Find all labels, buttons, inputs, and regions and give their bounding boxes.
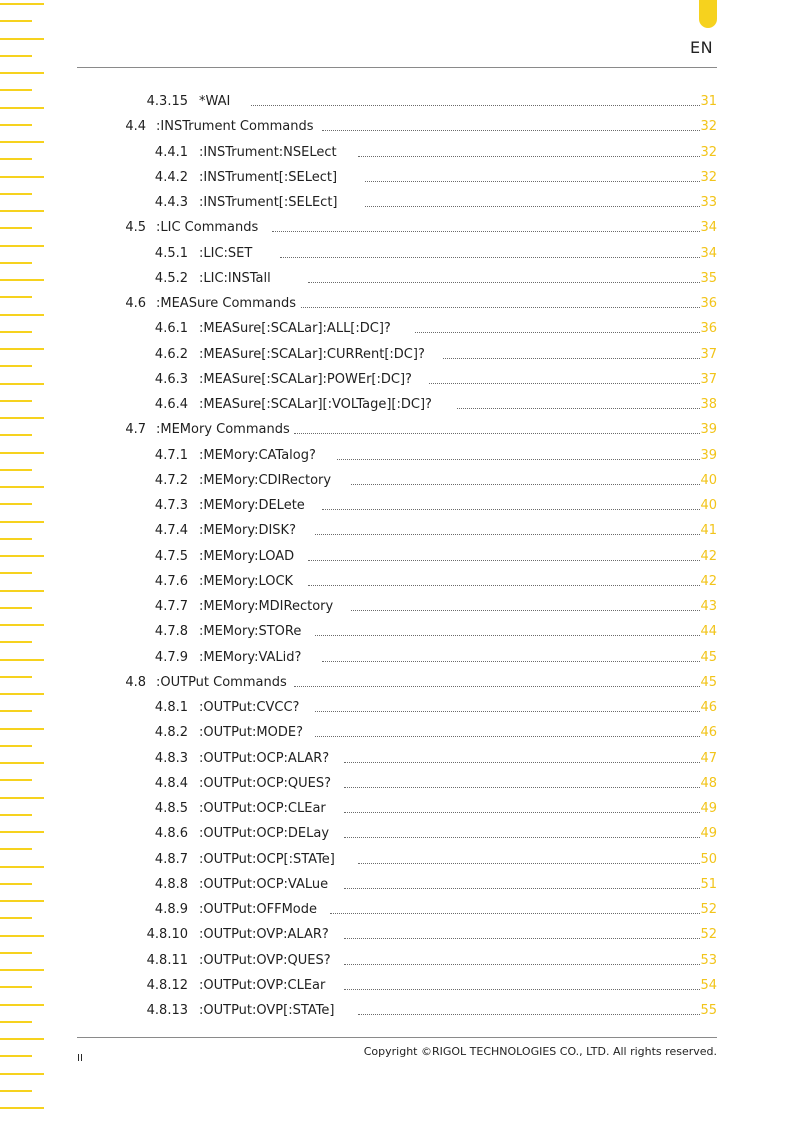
toc-dot-leader xyxy=(308,282,700,283)
ruler-tick xyxy=(0,745,32,747)
toc-dot-leader xyxy=(308,585,700,586)
toc-entry-page: 49 xyxy=(700,801,717,816)
toc-entry-number: 4.6.4 xyxy=(154,397,188,412)
toc-dot-leader xyxy=(344,762,700,763)
toc-dot-leader xyxy=(330,913,700,914)
toc-entry[interactable] xyxy=(0,901,793,919)
toc-entry-number: 4.7.4 xyxy=(154,523,188,538)
toc-entry-page: 46 xyxy=(700,700,717,715)
toc-entry-page: 37 xyxy=(700,372,717,387)
ruler-tick xyxy=(0,141,44,143)
toc-entry[interactable] xyxy=(0,144,793,162)
toc-entry-page: 40 xyxy=(700,498,717,513)
toc-entry[interactable] xyxy=(0,522,793,540)
toc-dot-leader xyxy=(358,863,700,864)
toc-entry-number: 4.8.13 xyxy=(146,1003,188,1018)
toc-entry[interactable] xyxy=(0,699,793,717)
toc-entry[interactable] xyxy=(0,649,793,667)
toc-dot-leader xyxy=(322,661,700,662)
ruler-tick xyxy=(0,89,32,91)
toc-entry[interactable] xyxy=(0,346,793,364)
ruler-tick xyxy=(0,641,32,643)
header-divider xyxy=(77,67,717,68)
toc-entry-number: 4.8.3 xyxy=(154,751,188,766)
toc-dot-leader xyxy=(358,1014,700,1015)
toc-dot-leader xyxy=(344,837,700,838)
page-number: II xyxy=(77,1053,83,1064)
toc-entry-page: 42 xyxy=(700,549,717,564)
toc-dot-leader xyxy=(294,433,700,434)
toc-entry-title: :LIC:INSTall xyxy=(199,271,271,286)
toc-entry-title: :MEMory:STORe xyxy=(199,624,302,639)
toc-dot-leader xyxy=(251,105,700,106)
toc-entry-number: 4.4.1 xyxy=(154,145,188,160)
toc-dot-leader xyxy=(344,787,700,788)
toc-dot-leader xyxy=(337,459,700,460)
toc-entry-page: 34 xyxy=(700,246,717,261)
toc-entry-title: :MEMory:MDIRectory xyxy=(199,599,334,614)
toc-entry[interactable] xyxy=(0,472,793,490)
toc-entry-title: :OUTPut:OCP:VALue xyxy=(199,877,329,892)
toc-entry-page: 51 xyxy=(700,877,717,892)
toc-dot-leader xyxy=(315,534,700,535)
toc-entry-number: 4.8.7 xyxy=(154,852,188,867)
toc-dot-leader xyxy=(322,509,700,510)
toc-entry-page: 37 xyxy=(700,347,717,362)
toc-entry-title: :OUTPut:OVP:QUES? xyxy=(199,953,331,968)
toc-entry-title: :OUTPut:OCP:ALAR? xyxy=(199,751,330,766)
ruler-tick xyxy=(0,1021,32,1023)
toc-entry-page: 39 xyxy=(700,448,717,463)
toc-entry-number: 4.4.2 xyxy=(154,170,188,185)
toc-entry-number: 4.5 xyxy=(125,220,146,235)
toc-dot-leader xyxy=(322,130,700,131)
ruler-tick xyxy=(0,469,32,471)
toc-entry-number: 4.7.2 xyxy=(154,473,188,488)
toc-dot-leader xyxy=(358,156,700,157)
toc-entry-page: 35 xyxy=(700,271,717,286)
toc-dot-leader xyxy=(308,560,700,561)
toc-dot-leader xyxy=(301,307,700,308)
toc-entry-title: :OUTPut:OCP:DELay xyxy=(199,826,330,841)
toc-entry[interactable] xyxy=(0,825,793,843)
toc-dot-leader xyxy=(351,484,700,485)
toc-entry-title: :OUTPut:OVP[:STATe] xyxy=(199,1003,335,1018)
toc-entry-title: :INSTrument[:SELEct] xyxy=(199,195,338,210)
toc-entry-page: 44 xyxy=(700,624,717,639)
toc-entry[interactable] xyxy=(0,952,793,970)
toc-entry[interactable] xyxy=(0,573,793,591)
toc-dot-leader xyxy=(344,888,700,889)
toc-dot-leader xyxy=(315,736,700,737)
copyright-notice: Copyright ©RIGOL TECHNOLOGIES CO., LTD. All rights reserved. xyxy=(363,1045,717,1058)
toc-entry[interactable] xyxy=(0,623,793,641)
toc-entry-number: 4.7.7 xyxy=(154,599,188,614)
toc-entry-number: 4.6.2 xyxy=(154,347,188,362)
toc-entry-number: 4.8.4 xyxy=(154,776,188,791)
toc-entry-title: :MEMory:LOCK xyxy=(199,574,294,589)
toc-entry-title: :LIC Commands xyxy=(156,220,259,235)
toc-dot-leader xyxy=(457,408,700,409)
ruler-tick xyxy=(0,797,44,799)
ruler-tick xyxy=(0,848,32,850)
toc-dot-leader xyxy=(315,635,700,636)
toc-entry[interactable] xyxy=(0,851,793,869)
toc-entry-title: :INSTrument Commands xyxy=(156,119,314,134)
toc-entry-page: 49 xyxy=(700,826,717,841)
toc-entry[interactable] xyxy=(0,876,793,894)
toc-entry[interactable] xyxy=(0,724,793,742)
toc-entry-page: 53 xyxy=(700,953,717,968)
ruler-tick xyxy=(0,693,44,695)
toc-entry-number: 4.6.3 xyxy=(154,372,188,387)
toc-entry-number: 4.6 xyxy=(125,296,146,311)
toc-entry[interactable] xyxy=(0,320,793,338)
toc-entry-page: 47 xyxy=(700,751,717,766)
toc-dot-leader xyxy=(429,383,700,384)
language-label: EN xyxy=(690,38,714,57)
toc-entry[interactable] xyxy=(0,750,793,768)
toc-entry-title: :OUTPut:OVP:CLEar xyxy=(199,978,326,993)
toc-entry[interactable] xyxy=(0,674,793,692)
toc-entry-number: 4.8.10 xyxy=(146,927,188,942)
toc-entry[interactable] xyxy=(0,93,793,111)
ruler-tick xyxy=(0,20,32,22)
toc-entry-title: :INSTrument[:SELect] xyxy=(199,170,338,185)
toc-entry-title: :MEMory:CATalog? xyxy=(199,448,316,463)
toc-entry-number: 4.7 xyxy=(125,422,146,437)
toc-entry-number: 4.5.2 xyxy=(154,271,188,286)
toc-entry-title: :MEASure[:SCALar]:POWEr[:DC]? xyxy=(199,372,412,387)
language-tab xyxy=(699,0,717,28)
toc-entry[interactable] xyxy=(0,421,793,439)
toc-entry-title: :OUTPut:OFFMode xyxy=(199,902,318,917)
toc-dot-leader xyxy=(344,964,700,965)
toc-entry-page: 36 xyxy=(700,296,717,311)
toc-entry[interactable] xyxy=(0,548,793,566)
toc-entry[interactable] xyxy=(0,447,793,465)
toc-entry-number: 4.7.1 xyxy=(154,448,188,463)
toc-entry-page: 33 xyxy=(700,195,717,210)
toc-entry-title: *WAI xyxy=(199,94,231,109)
toc-entry-title: :LIC:SET xyxy=(199,246,253,261)
ruler-tick xyxy=(0,365,32,367)
toc-entry[interactable] xyxy=(0,977,793,995)
toc-entry-title: :MEASure Commands xyxy=(156,296,296,311)
toc-entry-page: 46 xyxy=(700,725,717,740)
ruler-tick xyxy=(0,38,44,40)
toc-entry-page: 52 xyxy=(700,927,717,942)
toc-entry-number: 4.7.8 xyxy=(154,624,188,639)
toc-dot-leader xyxy=(344,938,700,939)
toc-entry-title: :MEASure[:SCALar]:CURRent[:DC]? xyxy=(199,347,425,362)
toc-entry-number: 4.8.8 xyxy=(154,877,188,892)
toc-entry-page: 32 xyxy=(700,119,717,134)
toc-dot-leader xyxy=(443,358,700,359)
toc-entry-title: :OUTPut:MODE? xyxy=(199,725,303,740)
toc-entry-page: 52 xyxy=(700,902,717,917)
toc-entry[interactable] xyxy=(0,598,793,616)
toc-entry-number: 4.5.1 xyxy=(154,246,188,261)
toc-dot-leader xyxy=(351,610,700,611)
toc-entry-page: 38 xyxy=(700,397,717,412)
toc-entry-number: 4.7.5 xyxy=(154,549,188,564)
toc-entry-page: 32 xyxy=(700,145,717,160)
ruler-tick xyxy=(0,1073,44,1075)
toc-entry-number: 4.6.1 xyxy=(154,321,188,336)
toc-entry-title: :OUTPut:OCP[:STATe] xyxy=(199,852,335,867)
toc-dot-leader xyxy=(344,989,700,990)
toc-entry[interactable] xyxy=(0,118,793,136)
toc-dot-leader xyxy=(365,206,700,207)
toc-entry-title: :MEMory:DELete xyxy=(199,498,305,513)
toc-entry-number: 4.8.11 xyxy=(146,953,188,968)
toc-entry-number: 4.8.9 xyxy=(154,902,188,917)
toc-entry[interactable] xyxy=(0,371,793,389)
toc-dot-leader xyxy=(294,686,700,687)
toc-dot-leader xyxy=(415,332,700,333)
toc-entry-page: 34 xyxy=(700,220,717,235)
toc-entry-number: 4.3.15 xyxy=(146,94,188,109)
toc-entry-page: 48 xyxy=(700,776,717,791)
toc-entry-number: 4.8.6 xyxy=(154,826,188,841)
ruler-tick xyxy=(0,1107,44,1109)
toc-entry[interactable] xyxy=(0,775,793,793)
toc-entry-page: 45 xyxy=(700,675,717,690)
toc-entry[interactable] xyxy=(0,926,793,944)
toc-entry-number: 4.4.3 xyxy=(154,195,188,210)
toc-entry-number: 4.8.5 xyxy=(154,801,188,816)
toc-entry-number: 4.8 xyxy=(125,675,146,690)
toc-entry-title: :MEMory:CDIRectory xyxy=(199,473,332,488)
toc-entry-page: 31 xyxy=(700,94,717,109)
toc-dot-leader xyxy=(365,181,700,182)
toc-entry-title: :OUTPut Commands xyxy=(156,675,287,690)
ruler-tick xyxy=(0,1038,44,1040)
toc-entry[interactable] xyxy=(0,270,793,288)
footer-divider xyxy=(77,1037,717,1038)
toc-entry-page: 39 xyxy=(700,422,717,437)
toc-entry-page: 36 xyxy=(700,321,717,336)
toc-entry-number: 4.7.9 xyxy=(154,650,188,665)
toc-entry-number: 4.4 xyxy=(125,119,146,134)
toc-dot-leader xyxy=(344,812,700,813)
toc-dot-leader xyxy=(315,711,700,712)
toc-dot-leader xyxy=(272,231,700,232)
ruler-tick xyxy=(0,1055,32,1057)
toc-entry-page: 32 xyxy=(700,170,717,185)
toc-entry-number: 4.7.6 xyxy=(154,574,188,589)
ruler-tick xyxy=(0,1090,32,1092)
toc-entry-title: :MEMory Commands xyxy=(156,422,290,437)
toc-entry-number: 4.8.12 xyxy=(146,978,188,993)
toc-entry-page: 54 xyxy=(700,978,717,993)
toc-entry[interactable] xyxy=(0,194,793,212)
toc-entry[interactable] xyxy=(0,800,793,818)
toc-entry-number: 4.8.1 xyxy=(154,700,188,715)
toc-entry[interactable] xyxy=(0,245,793,263)
toc-entry-title: :OUTPut:CVCC? xyxy=(199,700,300,715)
toc-entry[interactable] xyxy=(0,1002,793,1020)
toc-entry-title: :MEMory:VALid? xyxy=(199,650,302,665)
toc-entry-title: :MEASure[:SCALar]:ALL[:DC]? xyxy=(199,321,391,336)
toc-entry[interactable] xyxy=(0,396,793,414)
toc-entry-page: 41 xyxy=(700,523,717,538)
toc-entry-title: :OUTPut:OCP:CLEar xyxy=(199,801,326,816)
toc-dot-leader xyxy=(280,257,700,258)
toc-entry-page: 55 xyxy=(700,1003,717,1018)
toc-entry-page: 45 xyxy=(700,650,717,665)
ruler-tick xyxy=(0,314,44,316)
ruler-tick xyxy=(0,72,44,74)
toc-entry[interactable] xyxy=(0,295,793,313)
toc-entry-title: :MEASure[:SCALar][:VOLTage][:DC]? xyxy=(199,397,432,412)
toc-entry-title: :MEMory:LOAD xyxy=(199,549,295,564)
toc-entry-number: 4.7.3 xyxy=(154,498,188,513)
toc-entry-title: :OUTPut:OVP:ALAR? xyxy=(199,927,329,942)
toc-entry[interactable] xyxy=(0,219,793,237)
toc-entry-page: 40 xyxy=(700,473,717,488)
ruler-tick xyxy=(0,417,44,419)
toc-entry-page: 43 xyxy=(700,599,717,614)
toc-entry-title: :OUTPut:OCP:QUES? xyxy=(199,776,332,791)
toc-entry[interactable] xyxy=(0,169,793,187)
toc-entry-title: :INSTrument:NSELect xyxy=(199,145,337,160)
toc-entry-page: 50 xyxy=(700,852,717,867)
toc-entry-number: 4.8.2 xyxy=(154,725,188,740)
toc-entry[interactable] xyxy=(0,497,793,515)
toc-entry-title: :MEMory:DISK? xyxy=(199,523,296,538)
toc-entry-page: 42 xyxy=(700,574,717,589)
ruler-tick xyxy=(0,3,44,5)
ruler-tick xyxy=(0,55,32,57)
